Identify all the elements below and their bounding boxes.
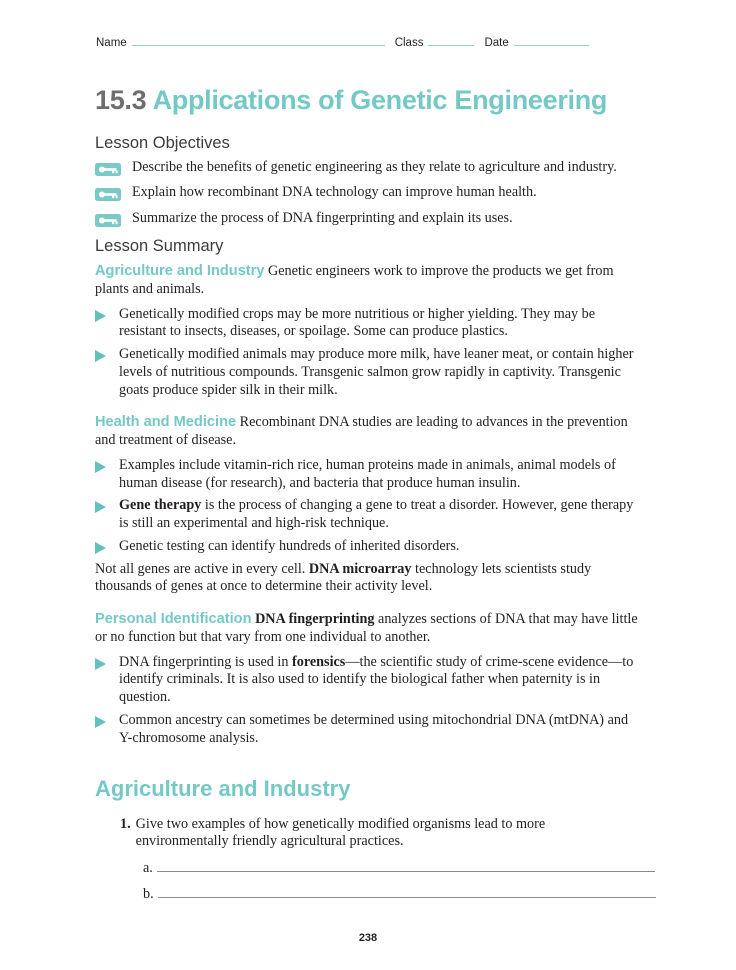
key-icon <box>95 188 121 201</box>
health-intro-text: Recombinant DNA studies are leading to advances in the prevention and treatment of disease. <box>95 414 628 449</box>
page-title <box>95 85 607 116</box>
bullet-text: Genetic testing can identify hundreds of inherited disorders. <box>119 537 460 554</box>
list-item <box>95 346 640 399</box>
triangle-bullet-icon <box>95 350 106 362</box>
answer-input-line-a[interactable] <box>157 861 655 872</box>
answer-row-b <box>95 886 640 903</box>
personal-id-intro-paragraph <box>95 610 640 647</box>
bullet-text: Examples include vitamin-rich rice, human proteins made in animals, animal models of human disease (for research), and bacteria that produce human insulin. <box>119 456 616 491</box>
list-item <box>95 538 640 556</box>
health-intro-paragraph <box>95 413 640 450</box>
date-input-line[interactable] <box>514 34 589 46</box>
microarray-paragraph <box>95 561 640 597</box>
lesson-title-text: Applications of Genetic Engineering <box>152 85 608 115</box>
gene-therapy-definition: is the process of changing a gene to treat a disorder. However, gene therapy is still an experimental and high-risk technique. <box>119 497 634 532</box>
key-icon <box>95 214 121 227</box>
list-item <box>95 457 640 493</box>
personal-id-run-head: Personal Identification <box>95 611 252 628</box>
dna-fingerprinting-definition: analyzes sections of DNA that may have little or no function but that vary from one individual to another. <box>95 611 638 645</box>
triangle-bullet-icon <box>95 461 106 473</box>
triangle-bullet-icon <box>95 542 106 554</box>
objective-text: Explain how recombinant DNA technology can improve human health. <box>132 184 537 201</box>
list-item <box>95 654 640 707</box>
forensics-term: forensics <box>292 653 346 670</box>
microarray-term: DNA microarray <box>308 560 412 577</box>
triangle-bullet-icon <box>95 658 106 670</box>
triangle-bullet-icon <box>95 716 106 728</box>
answer-label-a: a. <box>143 860 153 877</box>
bullet-text: Common ancestry can sometimes be determined using mitochondrial DNA (mtDNA) and Y-chromosome analysis. <box>119 711 629 746</box>
lesson-objectives-heading: Lesson Objectives <box>95 134 230 152</box>
question-1 <box>95 816 640 852</box>
exercise-section-heading: Agriculture and Industry <box>95 776 351 802</box>
question-number: 1. <box>120 815 131 832</box>
lesson-summary-heading: Lesson Summary <box>95 237 224 256</box>
answer-label-b: b. <box>143 886 154 903</box>
list-item <box>95 184 640 201</box>
microarray-pre-text: Not all genes are active in every cell. <box>95 560 309 577</box>
answer-input-line-b[interactable] <box>158 887 656 898</box>
date-label: Date <box>484 37 509 49</box>
triangle-bullet-icon <box>95 501 106 513</box>
page-number: 238 <box>358 932 378 944</box>
agriculture-intro-text: Genetic engineers work to improve the products we get from plants and animals. <box>95 263 614 297</box>
question-text: Give two examples of how genetically modified organisms lead to more environmentally friendly agricultural practices. <box>135 815 546 850</box>
objective-text: Summarize the process of DNA fingerprinting and explain its uses. <box>132 209 513 226</box>
gene-therapy-term: Gene therapy <box>119 497 202 514</box>
lesson-number: 15.3 <box>95 85 147 115</box>
list-item <box>95 497 640 533</box>
objective-text: Describe the benefits of genetic engineering as they relate to agriculture and industry. <box>132 159 617 176</box>
list-item <box>95 712 640 748</box>
dna-fingerprinting-term: DNA fingerprinting <box>255 611 375 628</box>
name-label: Name <box>96 37 127 49</box>
bullet-text <box>119 497 640 533</box>
lesson-content <box>95 134 640 903</box>
forensics-pre-text: DNA fingerprinting is used in <box>119 653 292 670</box>
agriculture-run-head: Agriculture and Industry <box>95 263 265 280</box>
triangle-bullet-icon <box>95 310 106 322</box>
name-input-line[interactable] <box>132 34 385 46</box>
health-run-head: Health and Medicine <box>95 414 237 431</box>
list-item <box>95 306 640 342</box>
answer-row-a <box>95 860 640 877</box>
list-item <box>95 210 640 227</box>
student-info-bar <box>96 34 612 49</box>
list-item <box>95 159 640 176</box>
bullet-text: Genetically modified crops may be more nutritious or higher yielding. They may be resistant to insects, diseases, or spoilage. Some can produce plastics. <box>119 305 596 340</box>
forensics-post-text: —the scientific study of crime-scene evidence—to identify criminals. It is also used to identify the biological father when paternity is in question. <box>119 653 634 706</box>
agriculture-intro-paragraph <box>95 262 640 299</box>
class-input-line[interactable] <box>428 34 474 46</box>
bullet-text: Genetically modified animals may produce more milk, have leaner meat, or contain higher levels of nutritious compounds. Transgenic salmon grow rapidly in captivity. Transgenic goats produce spider silk in their milk. <box>119 346 634 398</box>
class-label: Class <box>394 37 424 49</box>
key-icon <box>95 163 121 176</box>
bullet-text <box>119 654 640 707</box>
microarray-post-text: technology lets scientists study thousands of genes at once to determine their activity level. <box>95 560 592 595</box>
lesson-objectives-list <box>95 159 640 227</box>
